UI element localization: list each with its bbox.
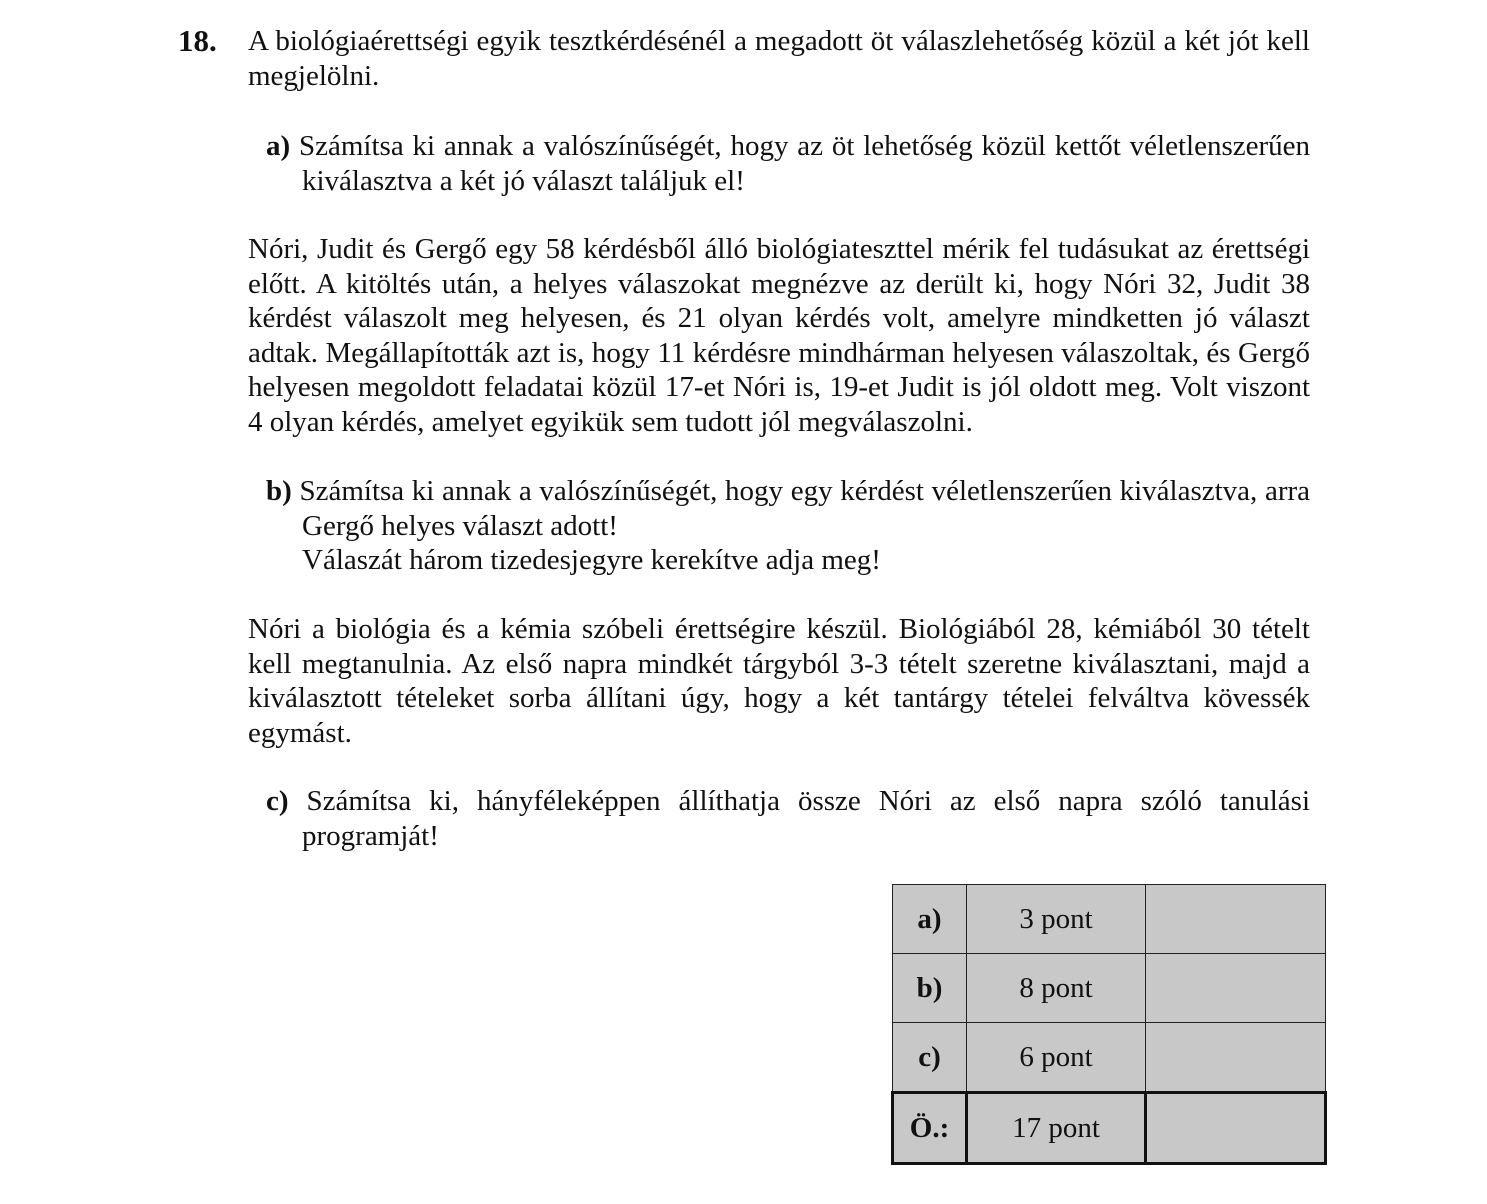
score-table [891, 884, 1327, 1165]
question-number: 18. [178, 23, 217, 58]
part-c [266, 784, 1310, 853]
score-points: 8 pont [967, 954, 1146, 1023]
score-earned-cell[interactable] [1146, 1023, 1326, 1093]
score-total-points: 17 pont [967, 1093, 1146, 1164]
score-label: a) [893, 885, 967, 954]
score-label: b) [893, 954, 967, 1023]
part-b-instruction: Válaszát három tizedesjegyre kerekítve adja meg! [302, 544, 881, 576]
score-earned-cell[interactable] [1146, 885, 1326, 954]
score-row-total [893, 1093, 1326, 1164]
score-points: 3 pont [967, 885, 1146, 954]
part-b-text: Számítsa ki annak a valószínűségét, hogy egy kérdést véletlenszerűen kiválasztva, arra Gergő helyes választ adott! [299, 475, 1311, 542]
problem-paragraph-1: Nóri, Judit és Gergő egy 58 kérdésből álló biológiateszttel mérik fel tudásukat az érettségi előtt. A kitöltés után, a helyes válaszokat megnézve az derült ki, hogy Nóri 32, Judit 38 kérdést válaszolt meg helyesen, és 21 olyan kérdés volt, amelyre mindketten jó választ adtak. Megállapították azt is, hogy 11 kérdésre mindhárman helyesen válaszoltak, és Gergő helyesen megoldott feladatai közül 17-et Nóri is, 19-et Judit is jól oldott meg. Volt viszont 4 olyan kérdés, amelyet egyikük sem tudott jól megválaszolni. [248, 233, 1310, 438]
score-total-label: Ö.: [893, 1093, 967, 1164]
problem-paragraph-2: Nóri a biológia és a kémia szóbeli érettségire készül. Biológiából 28, kémiából 30 tételt kell megtanulnia. Az első napra mindkét tárgyból 3-3 tételt szeretne kiválasztani, majd a kiválasztott tételeket sorba állítani úgy, hogy a két tantárgy tételei felváltva kövessék egymást. [248, 613, 1310, 749]
score-label: c) [893, 1023, 967, 1093]
score-points: 6 pont [967, 1023, 1146, 1093]
score-row-c [893, 1023, 1326, 1093]
part-a-label: a) [266, 130, 291, 162]
score-earned-cell[interactable] [1146, 954, 1326, 1023]
part-b-label: b) [266, 475, 292, 507]
part-a-text: Számítsa ki annak a valószínűségét, hogy az öt lehetőség közül kettőt véletlenszerűen kiválasztva a két jó választ találjuk el! [299, 130, 1311, 197]
score-row-b [893, 954, 1326, 1023]
part-c-text: Számítsa ki, hányféleképpen állíthatja össze Nóri az első napra szóló tanulási programját! [302, 785, 1311, 852]
part-a [266, 129, 1310, 198]
part-b [266, 474, 1310, 578]
score-row-a [893, 885, 1326, 954]
question-intro: A biológiaérettségi egyik tesztkérdésénél a megadott öt válaszlehetőség közül a két jót kell megjelölni. [248, 25, 1310, 92]
part-c-label: c) [266, 785, 289, 817]
score-total-earned-cell[interactable] [1146, 1093, 1326, 1164]
